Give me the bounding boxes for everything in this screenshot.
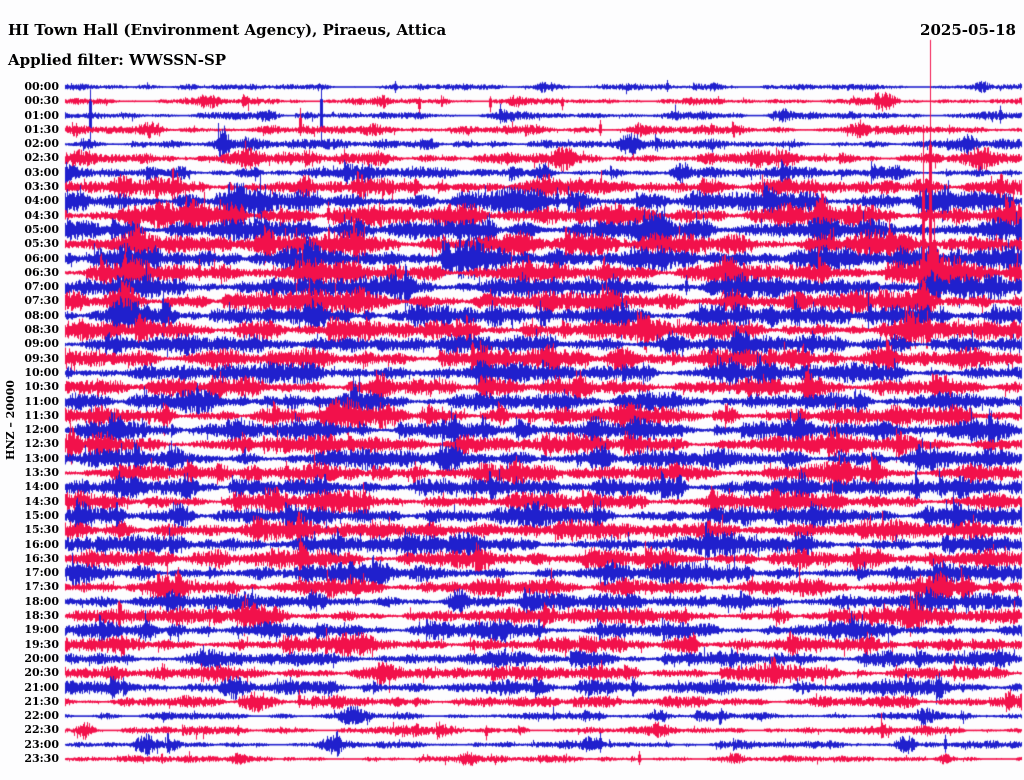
row-time-label: 12:00 [24, 423, 59, 437]
row-time-label: 10:30 [24, 380, 59, 394]
row-time-label: 11:30 [24, 408, 59, 422]
row-time-label: 07:00 [24, 280, 59, 294]
row-time-label: 15:30 [24, 523, 59, 537]
row-time-label: 23:30 [24, 752, 59, 765]
row-time-label: 08:30 [24, 323, 59, 337]
row-time-label: 13:00 [24, 451, 59, 465]
row-time-label: 04:30 [24, 208, 59, 222]
row-time-label: 14:30 [24, 494, 59, 508]
row-time-label: 00:00 [24, 80, 59, 93]
row-time-label: 03:30 [24, 180, 59, 194]
row-time-label: 05:30 [24, 237, 59, 251]
row-time-label: 10:00 [24, 365, 59, 379]
row-time-label: 15:00 [24, 508, 59, 522]
station-title: HI Town Hall (Environment Agency), Piraeus, Attica [8, 21, 447, 39]
row-time-label: 23:00 [24, 737, 59, 751]
row-time-label: 06:30 [24, 265, 59, 279]
row-time-label: 05:00 [24, 222, 59, 236]
row-time-label: 06:00 [24, 251, 59, 265]
row-time-label: 18:30 [24, 609, 59, 623]
row-time-label: 02:00 [24, 137, 59, 151]
row-time-label: 09:30 [24, 351, 59, 365]
row-time-label: 21:30 [24, 694, 59, 708]
row-time-label: 08:00 [24, 308, 59, 322]
time-axis [0, 0, 60, 780]
row-time-label: 03:00 [24, 165, 59, 179]
filter-label: Applied filter: WWSSN-SP [8, 51, 227, 69]
row-time-label: 16:30 [24, 551, 59, 565]
row-time-label: 18:00 [24, 594, 59, 608]
row-time-label: 19:00 [24, 623, 59, 637]
row-time-label: 13:30 [24, 466, 59, 480]
row-time-label: 01:30 [24, 122, 59, 136]
row-time-label: 04:00 [24, 194, 59, 208]
row-time-label: 09:00 [24, 337, 59, 351]
row-time-label: 00:30 [24, 94, 59, 108]
row-time-label: 07:30 [24, 294, 59, 308]
row-time-label: 14:00 [24, 480, 59, 494]
row-time-label: 01:00 [24, 108, 59, 122]
row-time-label: 21:00 [24, 680, 59, 694]
row-time-label: 22:30 [24, 723, 59, 737]
row-time-label: 16:00 [24, 537, 59, 551]
row-time-label: 20:00 [24, 651, 59, 665]
row-time-label: 17:00 [24, 566, 59, 580]
row-time-label: 19:30 [24, 637, 59, 651]
row-time-label: 02:30 [24, 151, 59, 165]
channel-scale-label: HNZ – 20000 [4, 380, 17, 460]
row-time-label: 20:30 [24, 666, 59, 680]
row-time-label: 11:00 [24, 394, 59, 408]
row-time-label: 12:30 [24, 437, 59, 451]
row-time-label: 22:00 [24, 709, 59, 723]
row-time-label: 17:30 [24, 580, 59, 594]
record-date: 2025-05-18 [920, 21, 1016, 39]
